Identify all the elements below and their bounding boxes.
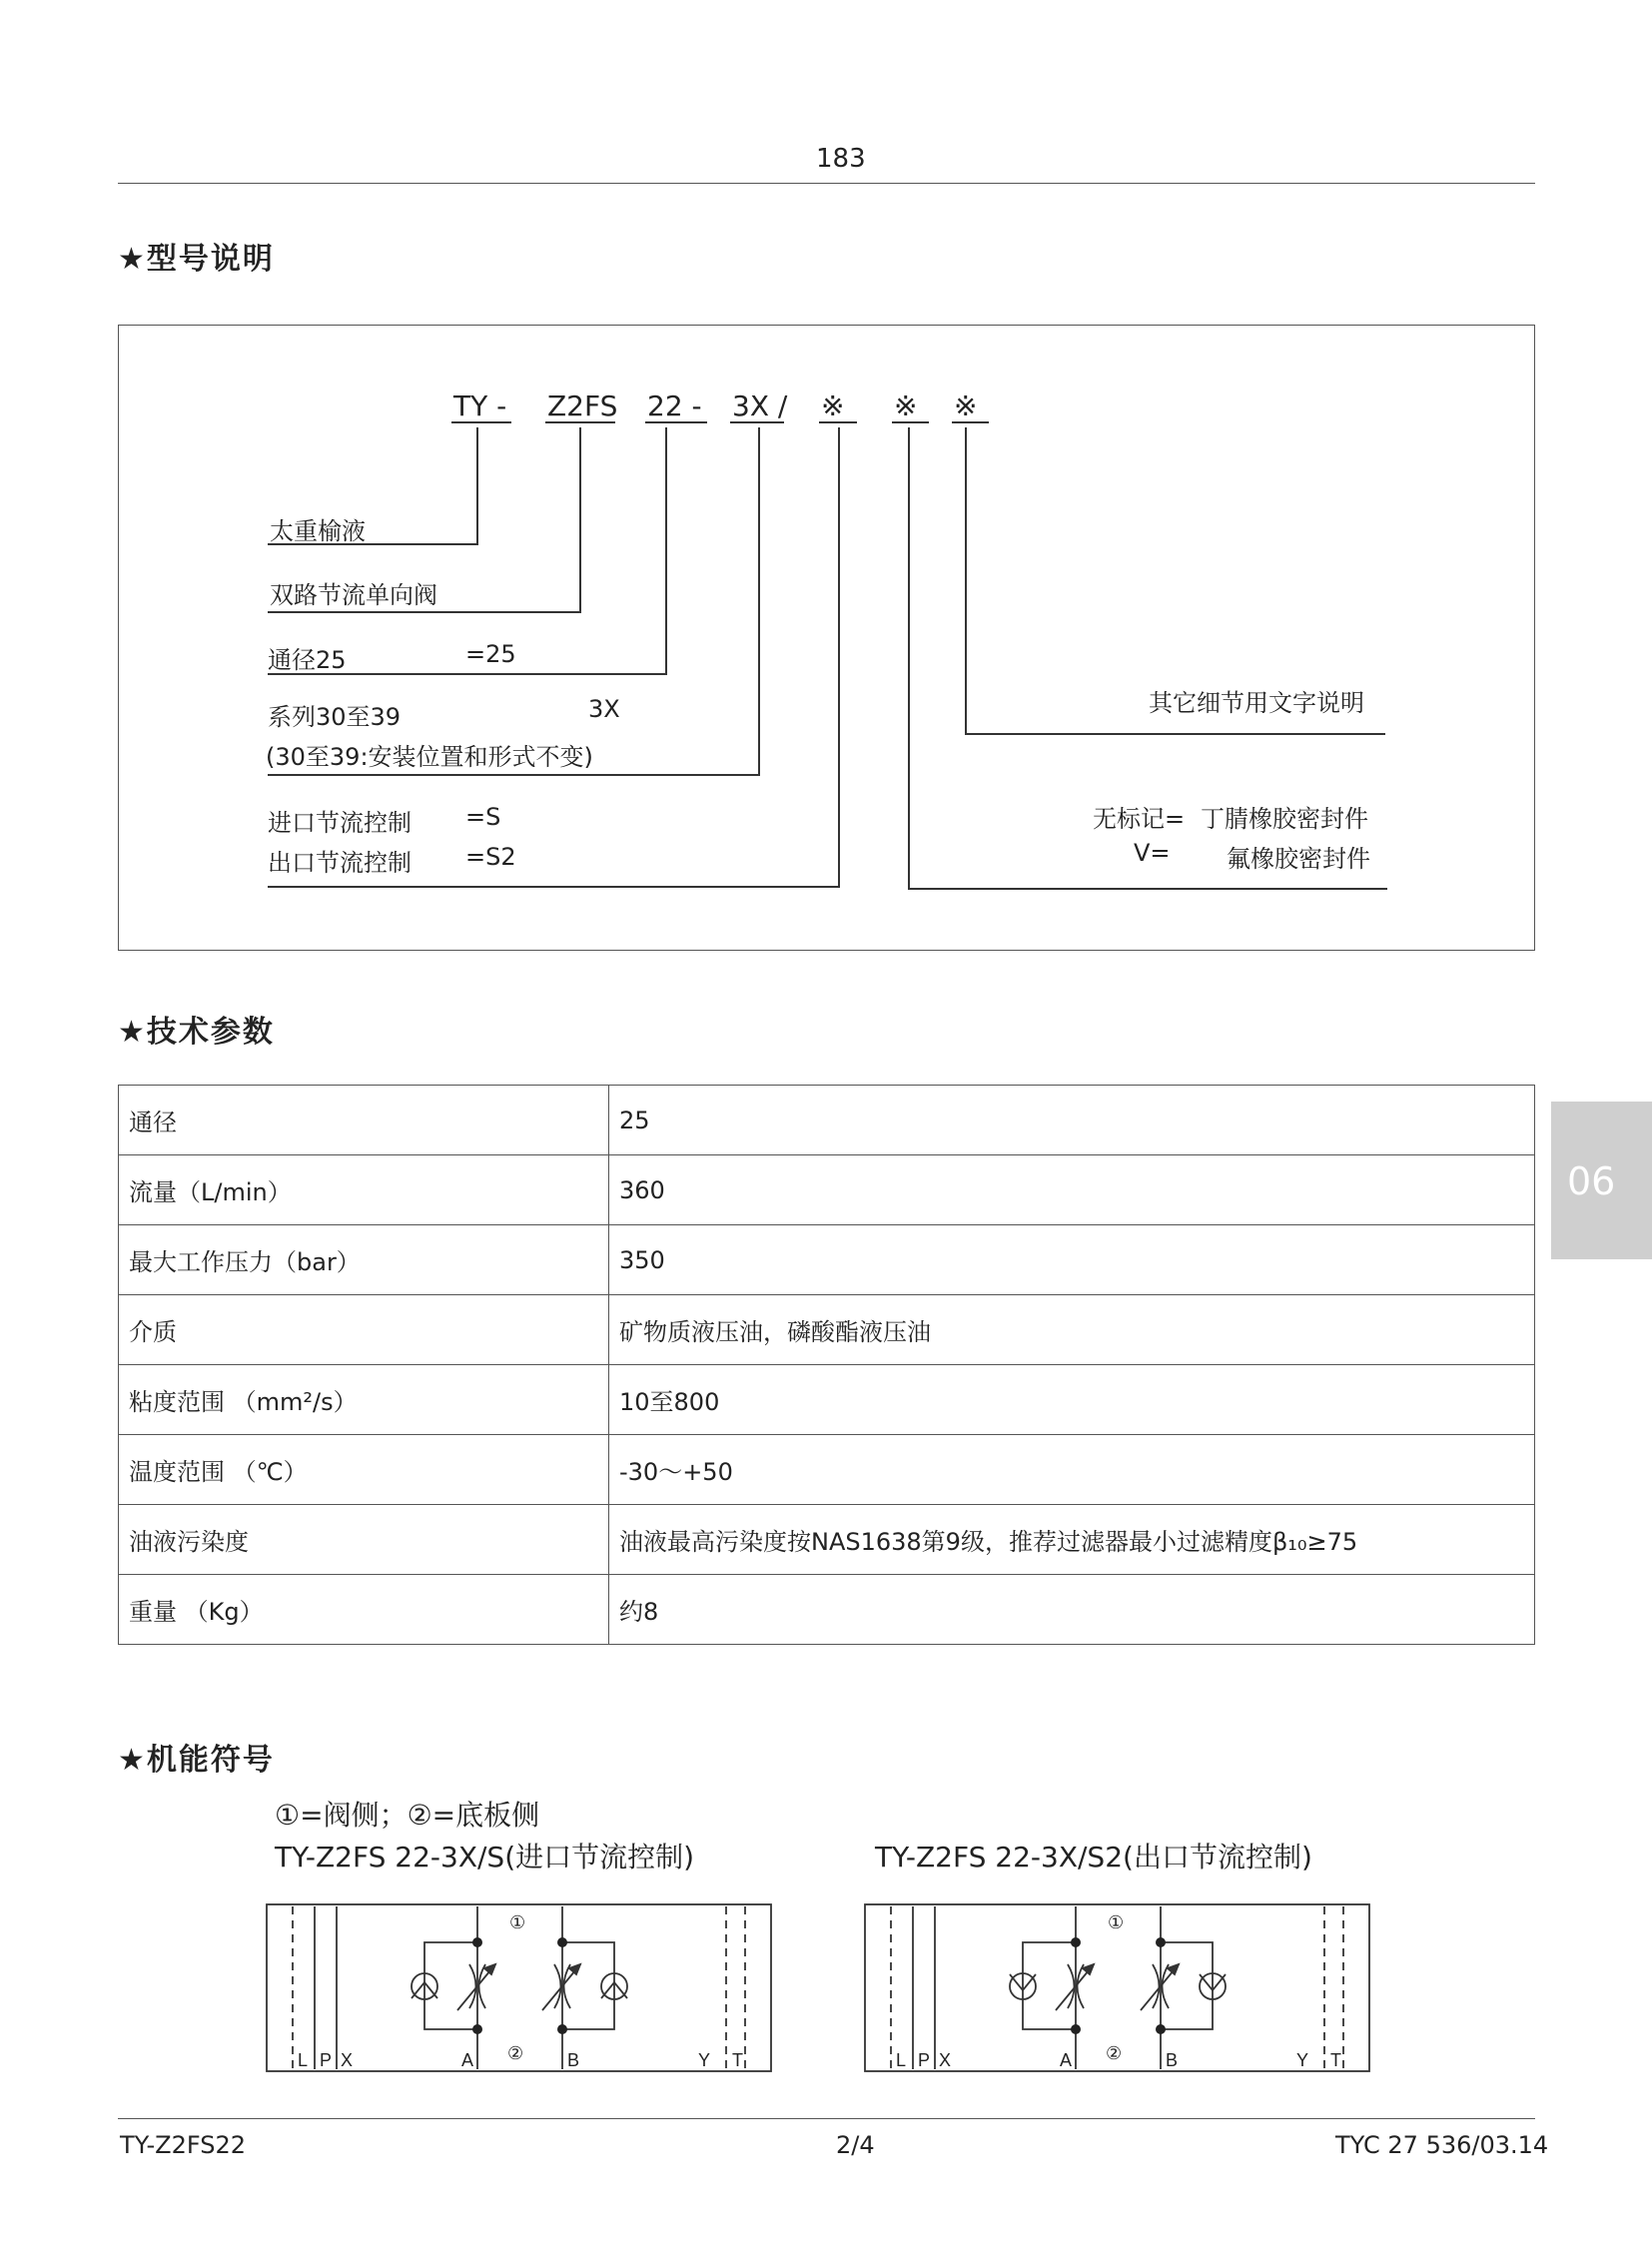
label-series: 系列30至39 xyxy=(268,703,402,731)
symbol-right-caption: TY-Z2FS 22-3X/S2(出口节流控制) xyxy=(875,1841,1312,1873)
port-T: T xyxy=(732,2050,743,2070)
code-seal: ※ xyxy=(894,389,918,422)
spec-name: 油液污染度 xyxy=(119,1505,609,1575)
label-other: 其它细节用文字说明 xyxy=(1149,689,1364,717)
spec-value: 25 xyxy=(609,1086,1535,1155)
spec-value: 油液最高污染度按NAS1638第9级，推荐过滤器最小过滤精度β₁₀≥75 xyxy=(609,1505,1535,1575)
label-series-value: 3X xyxy=(588,695,620,723)
symbol-diagram-outlet xyxy=(863,1902,1372,2077)
spec-name: 通径 xyxy=(119,1086,609,1155)
label-outlet: 出口节流控制 xyxy=(268,849,412,877)
code-series: 3X / xyxy=(732,389,788,422)
spec-name: 最大工作压力（bar） xyxy=(119,1225,609,1295)
port-T: T xyxy=(1330,2050,1341,2070)
label-outlet-value: =S2 xyxy=(465,843,516,871)
table-row xyxy=(119,1155,1535,1225)
chapter-side-tab xyxy=(1551,1102,1652,1259)
footer-rule xyxy=(118,2118,1535,2119)
label-brand: 太重榆液 xyxy=(270,517,366,545)
port-base-side: ② xyxy=(1106,2043,1123,2063)
port-X: X xyxy=(939,2050,952,2070)
spec-value: 矿物质液压油，磷酸酯液压油 xyxy=(609,1295,1535,1365)
footer-model: TY-Z2FS22 xyxy=(120,2131,246,2159)
footer-page: 2/4 xyxy=(836,2131,875,2159)
port-L: L xyxy=(896,2050,907,2070)
label-seal-v-value: 氟橡胶密封件 xyxy=(1227,845,1370,873)
port-B: B xyxy=(1166,2050,1179,2070)
code-throttle: ※ xyxy=(821,389,845,422)
label-seal-v-key: V= xyxy=(1134,839,1171,867)
port-Y: Y xyxy=(1296,2050,1309,2070)
port-P: P xyxy=(918,2050,931,2070)
spec-value: -30～+50 xyxy=(609,1435,1535,1505)
port-A: A xyxy=(1060,2050,1073,2070)
port-base-side: ② xyxy=(507,2043,524,2063)
label-seal-none-value: 丁腈橡胶密封件 xyxy=(1201,805,1368,833)
spec-name: 介质 xyxy=(119,1295,609,1365)
port-L: L xyxy=(298,2050,309,2070)
table-row xyxy=(119,1505,1535,1575)
spec-value: 360 xyxy=(609,1155,1535,1225)
port-valve-side: ① xyxy=(509,1912,526,1932)
spec-value: 约8 xyxy=(609,1575,1535,1645)
model-code-leader-lines xyxy=(0,0,1652,959)
label-inlet-value: =S xyxy=(465,803,501,831)
label-size-value: =25 xyxy=(465,640,516,668)
spec-name: 温度范围 （℃） xyxy=(119,1435,609,1505)
port-valve-side: ① xyxy=(1108,1912,1125,1932)
spec-name: 流量（L/min） xyxy=(119,1155,609,1225)
tech-spec-table xyxy=(118,1085,1535,1645)
symbol-diagram-inlet xyxy=(265,1902,774,2077)
port-X: X xyxy=(341,2050,354,2070)
label-type: 双路节流单向阀 xyxy=(270,581,437,609)
footer-doc-code: TYC 27 536/03.14 xyxy=(1335,2131,1549,2159)
label-series-note: (30至39:安装位置和形式不变) xyxy=(266,743,593,771)
tech-section-title: ★技术参数 xyxy=(118,1015,275,1050)
spec-name: 粘度范围 （mm²/s） xyxy=(119,1365,609,1435)
model-section-title: ★型号说明 xyxy=(118,242,275,277)
table-row xyxy=(119,1365,1535,1435)
code-type: Z2FS xyxy=(547,389,618,422)
code-other: ※ xyxy=(954,389,978,422)
table-row xyxy=(119,1575,1535,1645)
code-size: 22 - xyxy=(647,389,702,422)
port-Y: Y xyxy=(698,2050,711,2070)
symbol-section-title: ★机能符号 xyxy=(118,1743,275,1778)
table-row xyxy=(119,1295,1535,1365)
port-P: P xyxy=(320,2050,333,2070)
label-size: 通径25 xyxy=(268,646,347,674)
spec-value: 350 xyxy=(609,1225,1535,1295)
spec-name: 重量 （Kg） xyxy=(119,1575,609,1645)
table-row xyxy=(119,1435,1535,1505)
chapter-number: 06 xyxy=(1567,1159,1616,1203)
table-row xyxy=(119,1086,1535,1155)
spec-value: 10至800 xyxy=(609,1365,1535,1435)
port-B: B xyxy=(567,2050,580,2070)
symbol-legend: ①=阀侧；②=底板侧 xyxy=(275,1799,540,1832)
label-inlet: 进口节流控制 xyxy=(268,809,412,837)
code-prefix: TY - xyxy=(453,389,507,422)
symbol-left-caption: TY-Z2FS 22-3X/S(进口节流控制) xyxy=(275,1841,695,1873)
label-seal-none-key: 无标记= xyxy=(1093,805,1186,833)
page-number: 183 xyxy=(816,144,866,174)
table-row xyxy=(119,1225,1535,1295)
port-A: A xyxy=(461,2050,474,2070)
